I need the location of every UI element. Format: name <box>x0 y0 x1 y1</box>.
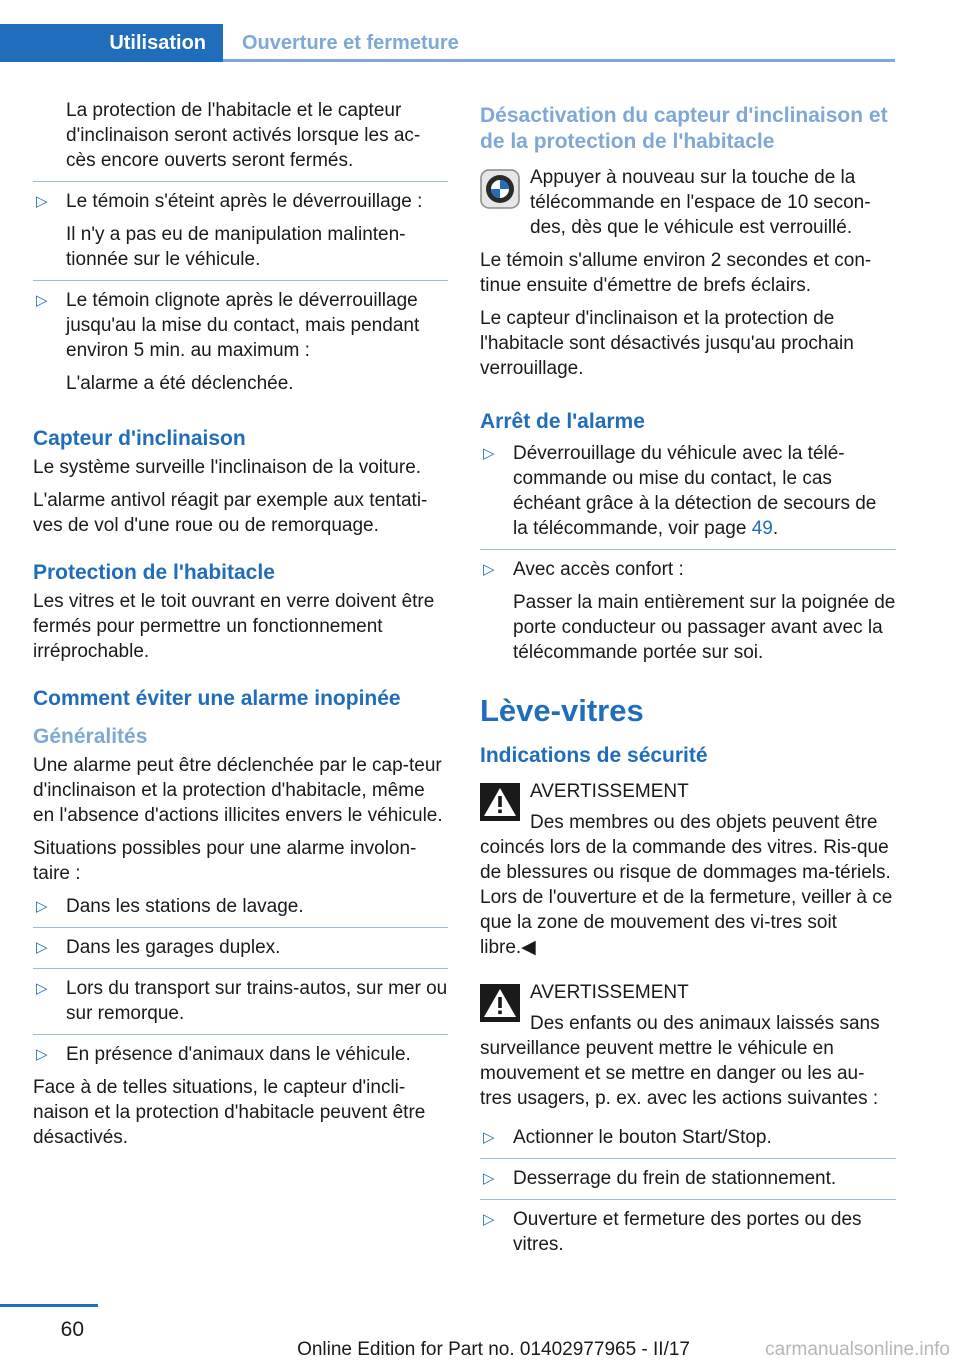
list-item <box>480 557 896 582</box>
warning-title: AVERTISSEMENT <box>530 982 689 1003</box>
heading-window-lifts: Lève-vitres <box>480 693 644 728</box>
header-rule <box>223 59 895 62</box>
divider <box>480 1199 896 1200</box>
list-item <box>480 1166 896 1191</box>
page-number: 60 <box>60 1318 84 1341</box>
divider <box>33 280 448 281</box>
remote-instruction <box>480 165 896 240</box>
footer-rule <box>0 1304 98 1307</box>
paragraph: Une alarme peut être déclenchée par le cap‐teur d'inclinaison et la protection d'habitacle, même en l'absence d'actions illicites envers le véhicule. <box>33 755 443 826</box>
triangle-bullet-icon: ▷ <box>483 1211 495 1228</box>
divider <box>480 549 896 550</box>
list-item <box>33 894 448 919</box>
list-item-text: Lors du transport sur trains-autos, sur mer ou sur remorque. <box>66 978 448 1024</box>
paragraph: Situations possibles pour une alarme involon‐taire : <box>33 838 417 884</box>
list-item-subtext: L'alarme a été déclenchée. <box>66 373 294 394</box>
warning-text: Des enfants ou des animaux laissés sans surveillance peuvent mettre le véhicule en mouvement et se mettre en danger ou les au‐tres usagers, p. ex. avec les actions suivantes : <box>480 1013 880 1109</box>
triangle-bullet-icon: ▷ <box>36 980 48 997</box>
paragraph: Face à de telles situations, le capteur d'incli‐naison et la protection d'habitacle peuvent être désactivés. <box>33 1077 426 1148</box>
heading-interior-protection: Protection de l'habitacle <box>33 561 275 584</box>
list-item-text: Dans les garages duplex. <box>66 937 281 958</box>
list-item-text: En présence d'animaux dans le véhicule. <box>66 1044 411 1065</box>
warning-triangle-icon <box>480 783 520 828</box>
paragraph: Le système surveille l'inclinaison de la voiture. <box>33 457 422 478</box>
warning-triangle-icon <box>480 984 520 1029</box>
list-item <box>33 1042 448 1067</box>
list-item <box>33 976 448 1026</box>
bmw-remote-key-icon <box>480 169 520 216</box>
intro-paragraph: La protection de l'habitacle et le capteur d'inclinaison seront activés lorsque les ac‐cès encore ouverts seront fermés. <box>66 100 421 171</box>
list-item-text: Avec accès confort : <box>513 559 684 580</box>
list-item <box>480 1207 896 1257</box>
list-item-text: Déverrouillage du véhicule avec la télé‐commande ou mise du contact, le cas échéant grâce à la détection de secours de la télécommande, voir page 49. <box>513 443 877 539</box>
triangle-bullet-icon: ▷ <box>483 561 495 578</box>
heading-deactivation: Désactivation du capteur d'inclinaison et de la protection de l'habitacle <box>480 104 888 153</box>
warning-block <box>480 779 896 960</box>
heading-stop-alarm: Arrêt de l'alarme <box>480 410 645 433</box>
list-item-text: Le témoin clignote après le déverrouillage jusqu'au la mise du contact, mais pendant environ 5 min. au maximum : <box>66 290 420 361</box>
heading-avoid-alarm: Comment éviter une alarme inopinée <box>33 687 401 710</box>
triangle-bullet-icon: ▷ <box>483 1129 495 1146</box>
list-item-text: Actionner le bouton Start/Stop. <box>513 1127 772 1148</box>
triangle-bullet-icon: ▷ <box>483 1170 495 1187</box>
section-tab[interactable]: Ouverture et fermeture <box>242 31 459 54</box>
triangle-bullet-icon: ▷ <box>36 292 48 309</box>
heading-tilt-sensor: Capteur d'inclinaison <box>33 427 246 450</box>
triangle-bullet-icon: ▷ <box>36 898 48 915</box>
paragraph: L'alarme antivol réagit par exemple aux tentati‐ves de vol d'une roue ou de remorquage. <box>33 490 428 536</box>
triangle-bullet-icon: ▷ <box>36 193 48 210</box>
divider <box>33 181 448 182</box>
list-item <box>480 441 896 541</box>
heading-general: Généralités <box>33 725 148 748</box>
list-item-text: Dans les stations de lavage. <box>66 896 304 917</box>
heading-safety: Indications de sécurité <box>480 744 708 767</box>
warning-block <box>480 980 896 1111</box>
page-link[interactable]: 49 <box>751 518 773 539</box>
list-item-text: Desserrage du frein de stationnement. <box>513 1168 837 1189</box>
triangle-bullet-icon: ▷ <box>483 445 495 462</box>
warning-title: AVERTISSEMENT <box>530 781 689 802</box>
divider <box>33 927 448 928</box>
triangle-bullet-icon: ▷ <box>36 1046 48 1063</box>
divider <box>33 1034 448 1035</box>
right-column <box>480 98 896 1265</box>
paragraph: Les vitres et le toit ouvrant en verre doivent être fermés pour permettre un fonctionnement irréprochable. <box>33 591 435 662</box>
list-item <box>480 1125 896 1150</box>
list-item-subtext: Passer la main entièrement sur la poignée de porte conducteur ou passager avant avec la télécommande portée sur soi. <box>513 592 896 663</box>
edition-text: Online Edition for Part no. 01402977965 - II/17 <box>297 1339 690 1360</box>
paragraph: Le témoin s'allume environ 2 secondes et con‐tinue ensuite d'émettre de brefs éclairs. <box>480 250 872 296</box>
list-item-text: Le témoin s'éteint après le déverrouillage : <box>66 191 423 212</box>
list-item-subtext: Il n'y a pas eu de manipulation malinten‐tionnée sur le véhicule. <box>66 224 406 270</box>
triangle-bullet-icon: ▷ <box>36 939 48 956</box>
list-item <box>33 189 448 214</box>
divider <box>33 968 448 969</box>
list-item-text: Ouverture et fermeture des portes ou des vitres. <box>513 1209 862 1255</box>
list-item <box>33 935 448 960</box>
watermark: carmanualsonline.info <box>765 1339 950 1360</box>
list-item <box>33 288 448 363</box>
warning-text: Des membres ou des objets peuvent être coincés lors de la commande des vitres. Ris‐que de blessures ou risque de dommages ma‐tériels. Lors de l'ouverture et de la fermeture, veiller à ce que la zone de mouvement des vi‐tres soit libre.◀ <box>480 812 893 958</box>
divider <box>480 1158 896 1159</box>
page-header <box>0 0 960 62</box>
chapter-tab[interactable]: Utilisation <box>0 24 223 62</box>
paragraph: Appuyer à nouveau sur la touche de la télécommande en l'espace de 10 secon‐des, dès que le véhicule est verrouillé. <box>530 167 871 238</box>
paragraph: Le capteur d'inclinaison et la protection de l'habitacle sont désactivés jusqu'au prochain verrouillage. <box>480 308 854 379</box>
left-column <box>33 98 448 1158</box>
